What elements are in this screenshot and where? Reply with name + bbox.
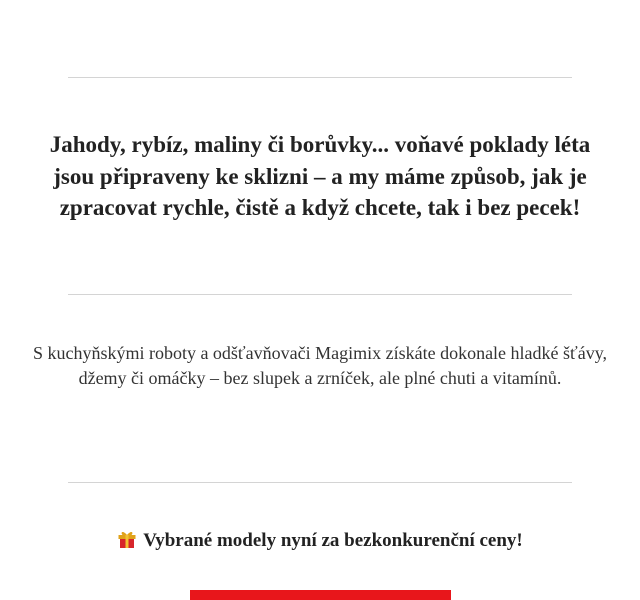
promo-text: Vybrané modely nyní za bezkonkurenční ceny!	[143, 530, 523, 551]
divider-top	[68, 77, 572, 78]
divider-middle	[68, 294, 572, 295]
gift-icon	[117, 529, 137, 549]
divider-bottom	[68, 482, 572, 483]
body-text: S kuchyňskými roboty a odšťavňovači Magimix získáte dokonale hladké šťávy, džemy či omáčky – bez slupek a zrníček, ale plné chuti a vitamínů.	[32, 343, 608, 388]
cta-button[interactable]	[190, 590, 451, 600]
promo-line	[30, 528, 610, 554]
headline: Jahody, rybíz, maliny či borůvky... voňavé poklady léta jsou připraveny ke sklizni – a my máme způsob, jak je zpracovat rychle, čistě a když chcete, tak i bez pecek!	[49, 132, 591, 220]
